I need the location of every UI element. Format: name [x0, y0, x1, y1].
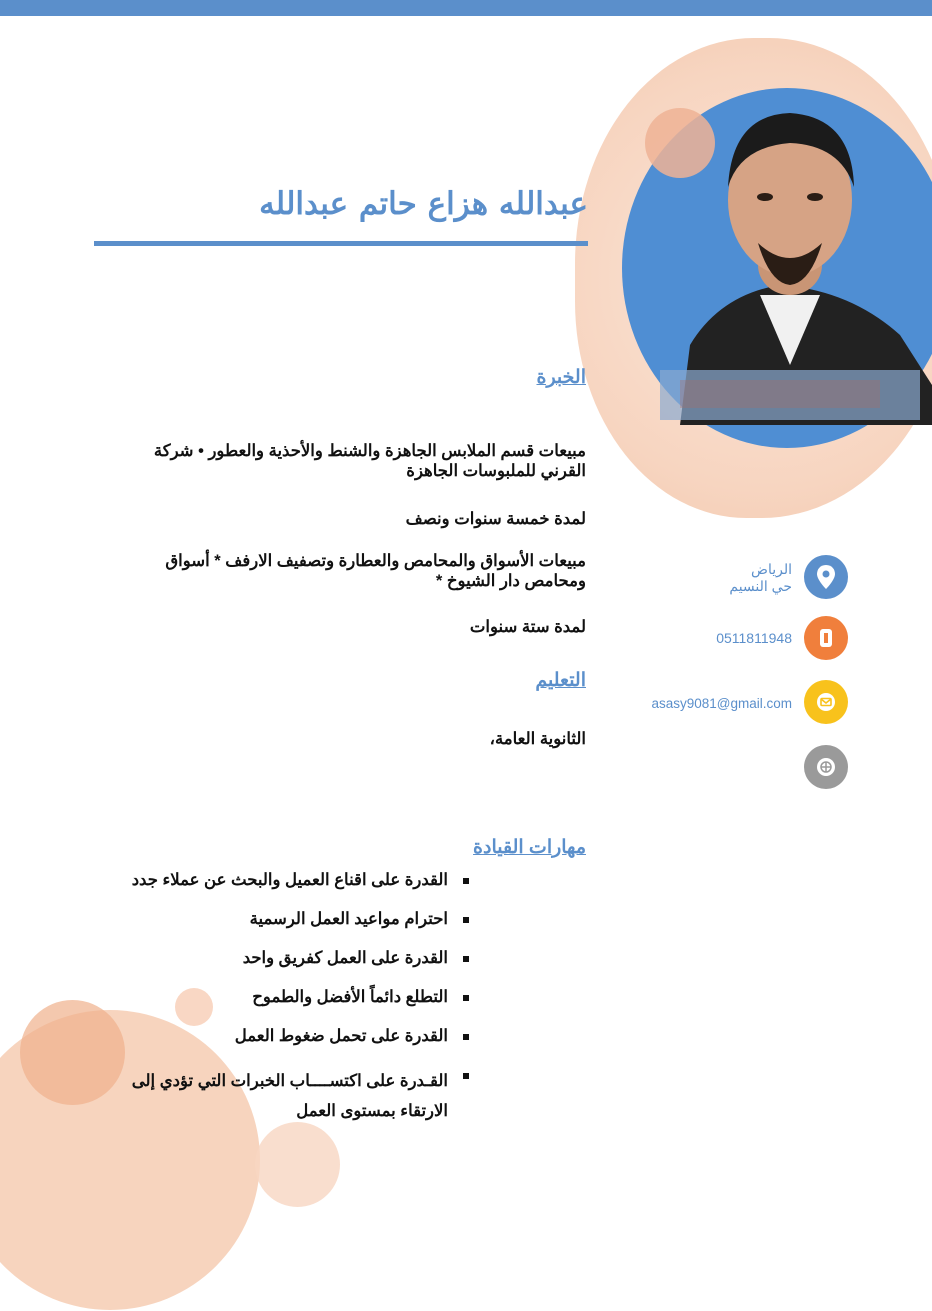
phone-icon: [804, 616, 848, 660]
experience-heading: الخبرة: [536, 367, 586, 388]
globe-icon: [804, 745, 848, 789]
skill-item: احترام مواعيد العمل الرسمية: [104, 910, 474, 929]
skill-item: القدرة على اقناع العميل والبحث عن عملاء جدد: [104, 871, 474, 890]
skill-item: التطلع دائماً الأفضل والطموح: [104, 988, 474, 1007]
contact-email[interactable]: asasy9081@gmail.com: [651, 696, 792, 711]
contact-district: حي النسيم: [729, 578, 792, 594]
skill-item: القدرة على تحمل ضغوط العمل: [104, 1027, 474, 1046]
skills-list: [104, 871, 474, 1146]
job-title-2: مبيعات الأسواق والمحامص والعطارة وتصفيف الارفف * أسواق ومحامص دار الشيوخ *: [165, 552, 586, 590]
full-name: عبدالله هزاع حاتم عبدالله: [259, 186, 588, 222]
contact-city: الرياض: [751, 561, 792, 577]
email-icon: [804, 680, 848, 724]
contact-phone: 0511811948: [716, 630, 792, 646]
job-title-1: مبيعات قسم الملابس الجاهزة والشنط والأحذية والعطور • شركة القرني للملبوسات الجاهزة: [153, 442, 586, 480]
profile-photo: [640, 95, 932, 425]
location-pin-icon: [804, 555, 848, 599]
education-item: الثانوية العامة،: [489, 730, 586, 748]
top-accent-bar: [0, 0, 932, 16]
job-duration-2: لمدة ستة سنوات: [469, 618, 586, 636]
name-underline: [94, 241, 588, 246]
job-duration-1: لمدة خمسة سنوات ونصف: [405, 510, 586, 528]
skills-heading: مهارات القيادة: [473, 837, 586, 858]
education-heading: التعليم: [535, 670, 586, 691]
skill-item: القـدرة على اكتســــاب الخبرات التي تؤدي إلى الارتقاء بمستوى العمل: [104, 1066, 474, 1126]
skill-item: القدرة على العمل كفريق واحد: [104, 949, 474, 968]
